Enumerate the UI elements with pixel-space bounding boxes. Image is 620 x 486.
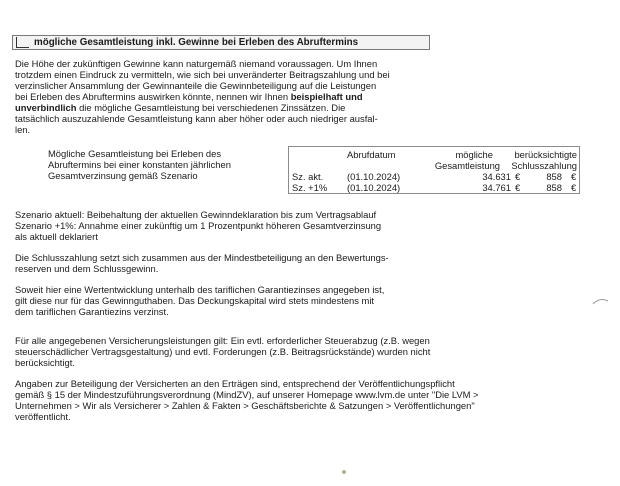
intro-line: [15, 102, 445, 113]
scenario-label-line: Mögliche Gesamtleistung bei Erleben des: [48, 148, 222, 159]
text-line: gilt diese nur für das Gewinnguthaben. Das Deckungskapital wird stets mindestens mit: [15, 295, 375, 306]
currency-symbol: €: [515, 182, 521, 193]
col-header-schluss: berücksichtigte: [514, 149, 577, 160]
section-header: [12, 35, 430, 50]
table-row-schluss: 858: [546, 182, 562, 193]
col-header-moegliche: mögliche: [455, 149, 493, 160]
scenario-line: als aktuell deklariert: [15, 231, 98, 242]
table-row-amount: 34.631: [482, 171, 511, 182]
text-line: dem tariflichen Garantiezins verzinst.: [15, 306, 169, 317]
col-header-abrufdatum: Abrufdatum: [347, 149, 396, 160]
scan-dot-icon: [340, 468, 348, 476]
col-header-gesamtleistung: Gesamtleistung: [434, 160, 500, 171]
intro-line-text: bei Erleben des Abruftermins auswirken könnte, nennen wir Ihnen: [15, 91, 289, 102]
result-table: [288, 146, 580, 194]
bold-text: unverbindlich: [15, 102, 77, 113]
table-row-date: (01.10.2024): [347, 182, 401, 193]
intro-line: trotzdem einen Eindruck zu vermitteln, wie sich bei unveränderter Beitragszahlung und bei: [15, 69, 390, 80]
wertentwicklung-paragraph: [15, 284, 445, 317]
scenario-line: Szenario aktuell: Beibehaltung der aktuellen Gewinndeklaration bis zum Vertragsablauf: [15, 209, 377, 220]
table-row-label: Sz. +1%: [292, 182, 328, 193]
text-line: berücksichtigt.: [15, 357, 75, 368]
scenario-definitions: [15, 209, 445, 242]
text-line: Soweit hier eine Wertentwicklung unterhalb des tariflichen Garantiezinses angegeben ist,: [15, 284, 385, 295]
scenario-label-line: Gesamtverzinsung gemäß Szenario: [48, 170, 198, 181]
intro-line: verzinslicher Ansammlung der Gewinnanteile die Gewinnbeteiligung auf die Leistungen: [15, 80, 377, 91]
text-line: Unternehmen > Wir als Versicherer > Zahlen & Fakten > Geschäftsberichte & Satzungen > Veröffentlichungen": [15, 400, 475, 411]
text-line: veröffentlicht.: [15, 411, 71, 422]
scan-mark-icon: [592, 296, 610, 306]
angaben-paragraph: [15, 378, 595, 422]
text-line: Angaben zur Beteiligung der Versicherten an den Erträgen sind, entsprechend der Veröffentlichungspflicht: [15, 378, 455, 389]
scenario-label-line: Abruftermins bei einer konstanten jährlichen: [48, 159, 231, 170]
intro-line: len.: [15, 124, 31, 135]
intro-line: Die Höhe der zukünftigen Gewinne kann naturgemäß niemand voraussagen. Um Ihnen: [15, 58, 378, 69]
currency-symbol: €: [571, 182, 577, 193]
versicherung-paragraph: [15, 335, 575, 368]
text-line: Die Schlusszahlung setzt sich zusammen aus der Mindestbeteiligung an den Bewertungs-: [15, 252, 389, 263]
table-row-label: Sz. akt.: [292, 171, 324, 182]
col-header-schlusszahlung: Schlusszahlung: [511, 160, 577, 171]
table-row-schluss: 858: [546, 171, 562, 182]
checkbox-mark-icon: [16, 37, 29, 48]
table-row-amount: 34.761: [482, 182, 511, 193]
table-row-date: (01.10.2024): [347, 171, 401, 182]
intro-line: tatsächlich auszuzahlende Gesamtleistung kann aber höher oder auch niedriger ausfal-: [15, 113, 378, 124]
schlusszahlung-paragraph: [15, 252, 445, 274]
text-line: gemäß § 15 der Mindestzuführungsverordnung (MindZV), auf unserer Homepage www.lvm.de unter "Die LVM >: [15, 389, 479, 400]
text-line: steuerschädlicher Vertragsgestaltung) und evtl. Forderungen (z.B. Beitragsrückstände) wurden nicht: [15, 346, 431, 357]
scenario-line: Szenario +1%: Annahme einer zukünftig um 1 Prozentpunkt höheren Gesamtverzinsung: [15, 220, 382, 231]
intro-line: [15, 91, 445, 102]
intro-line-text: die mögliche Gesamtleistung bei verschiedenen Zinssätzen. Die: [79, 102, 346, 113]
intro-paragraph: [15, 58, 445, 135]
bold-text: beispielhaft und: [290, 91, 363, 102]
currency-symbol: €: [571, 171, 577, 182]
currency-symbol: €: [515, 171, 521, 182]
scenario-label: [48, 148, 231, 181]
section-title: mögliche Gesamtleistung inkl. Gewinne bei Erleben des Abruftermins: [34, 37, 359, 48]
text-line: Für alle angegebenen Versicherungsleistungen gilt: Ein evtl. erforderlicher Steuerabzug (z.B. wegen: [15, 335, 430, 346]
text-line: reserven und dem Schlussgewinn.: [15, 263, 159, 274]
